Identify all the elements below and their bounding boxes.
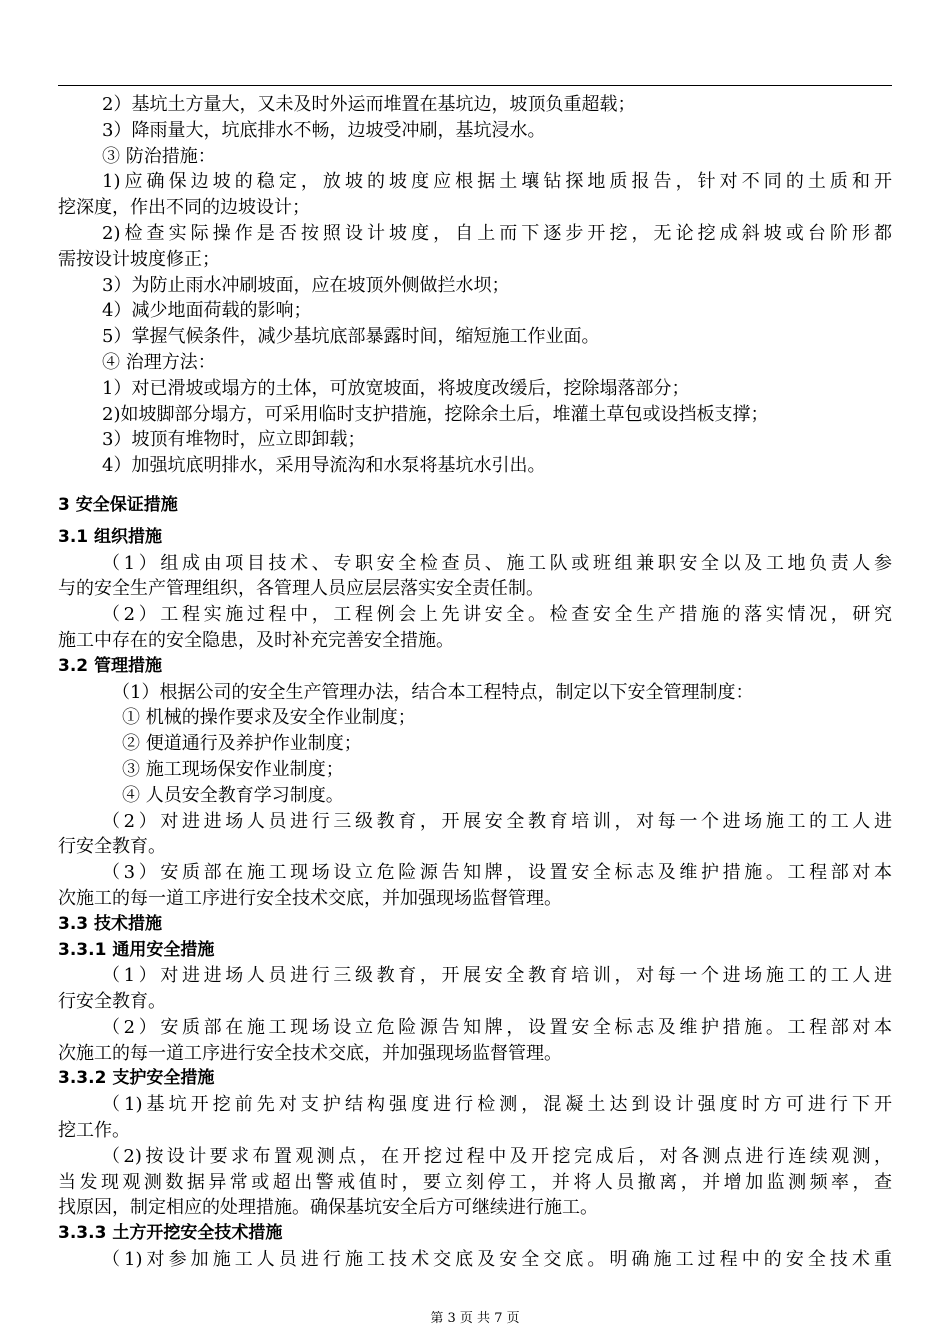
text-line: 需按设计坡度修正； [58, 248, 220, 270]
text-line: 1)应确保边坡的稳定，放坡的坡度应根据土壤钻探地质报告，针对不同的土质和开 [102, 171, 892, 193]
text-line: （3）安质部在施工现场设立危险源告知牌，设置安全标志及维护措施。工程部对本 [102, 862, 892, 884]
text-line: 3）降雨量大，坑底排水不畅，边坡受冲刷，基坑浸水。 [102, 119, 546, 141]
text-line: 当发现观测数据异常或超出警戒值时，要立刻停工，并将人员撤离，并增加监测频率，查 [58, 1171, 892, 1193]
text-line: 挖深度，作出不同的边坡设计； [58, 197, 310, 219]
page-number-footer: 第 3 页 共 7 页 [430, 1311, 520, 1326]
text-line: （1）根据公司的安全生产管理办法，结合本工程特点，制定以下安全管理制度： [112, 681, 754, 703]
list-item: ② 便道通行及养护作业制度； [122, 733, 362, 755]
text-line: 3）为防止雨水冲刷坡面，应在坡顶外侧做拦水坝； [102, 274, 510, 296]
text-line: 2）基坑土方量大，又未及时外运而堆置在基坑边，坡顶负重超载； [102, 94, 636, 115]
text-line: 施工中存在的安全隐患，及时补充完善安全措施。 [58, 629, 454, 651]
text-line: （2）对进进场人员进行三级教育，开展安全教育培训，对每一个进场施工的工人进 [102, 810, 892, 832]
text-line: （1)基坑开挖前先对支护结构强度进行检测，混凝土达到设计强度时方可进行下开 [102, 1094, 892, 1116]
text-line: 行安全教育。 [58, 836, 166, 858]
document-body [58, 92, 892, 1273]
text-line: 与的安全生产管理组织，各管理人员应层层落实安全责任制。 [58, 578, 544, 600]
subsection-heading: 3.1 组织措施 [58, 526, 163, 547]
subsubsection-heading: 3.3.1 通用安全措施 [58, 939, 215, 960]
subsubsection-heading: 3.3.2 支护安全措施 [58, 1068, 215, 1089]
text-line: 5）掌握气候条件，减少基坑底部暴露时间，缩短施工作业面。 [102, 326, 600, 348]
text-line: 次施工的每一道工序进行安全技术交底，并加强现场监督管理。 [58, 887, 562, 909]
text-line: 次施工的每一道工序进行安全技术交底，并加强现场监督管理。 [58, 1042, 562, 1064]
text-line: （2）工程实施过程中，工程例会上先讲安全。检查安全生产措施的落实情况，研究 [102, 604, 892, 626]
section-heading: 3 安全保证措施 [58, 494, 178, 515]
text-line: 4）减少地面荷载的影响； [102, 300, 312, 322]
text-line: 4）加强坑底明排水，采用导流沟和水泵将基坑水引出。 [102, 455, 546, 477]
list-item: ④ 人员安全教育学习制度。 [122, 784, 344, 806]
text-line: 3）坡顶有堆物时，应立即卸载； [102, 429, 366, 451]
text-line: （1)对参加施工人员进行施工技术交底及安全交底。明确施工过程中的安全技术重 [102, 1249, 892, 1271]
subsubsection-heading: 3.3.3 土方开挖安全技术措施 [58, 1223, 283, 1244]
text-line: 行安全教育。 [58, 991, 166, 1013]
text-line: 挖工作。 [58, 1120, 130, 1142]
text-line: （1）对进进场人员进行三级教育，开展安全教育培训，对每一个进场施工的工人进 [102, 965, 892, 987]
text-line: （1）组成由项目技术、专职安全检查员、施工队或班组兼职安全以及工地负责人参 [102, 552, 892, 574]
list-item: ③ 施工现场保安作业制度； [122, 758, 344, 780]
list-item: ① 机械的操作要求及安全作业制度； [122, 707, 416, 729]
text-line: 2)如坡脚部分塌方，可采用临时支护措施，挖除余土后，堆灌土草包或设挡板支撑； [102, 403, 769, 425]
text-line: ④ 治理方法： [102, 351, 216, 373]
subsection-heading: 3.3 技术措施 [58, 913, 163, 934]
text-line: ③ 防治措施： [102, 145, 216, 167]
text-line: 找原因，制定相应的处理措施。确保基坑安全后方可继续进行施工。 [58, 1197, 598, 1219]
header-rule [58, 85, 892, 86]
text-line: （2)按设计要求布置观测点，在开挖过程中及开挖完成后，对各测点进行连续观测， [102, 1145, 892, 1167]
text-line: 1）对已滑坡或塌方的土体，可放宽坡面，将坡度改缓后，挖除塌落部分； [102, 377, 690, 399]
text-line: 2)检查实际操作是否按照设计坡度，自上而下逐步开挖，无论挖成斜坡或台阶形都 [102, 222, 892, 244]
text-line: （2）安质部在施工现场设立危险源告知牌，设置安全标志及维护措施。工程部对本 [102, 1016, 892, 1038]
subsection-heading: 3.2 管理措施 [58, 655, 163, 676]
